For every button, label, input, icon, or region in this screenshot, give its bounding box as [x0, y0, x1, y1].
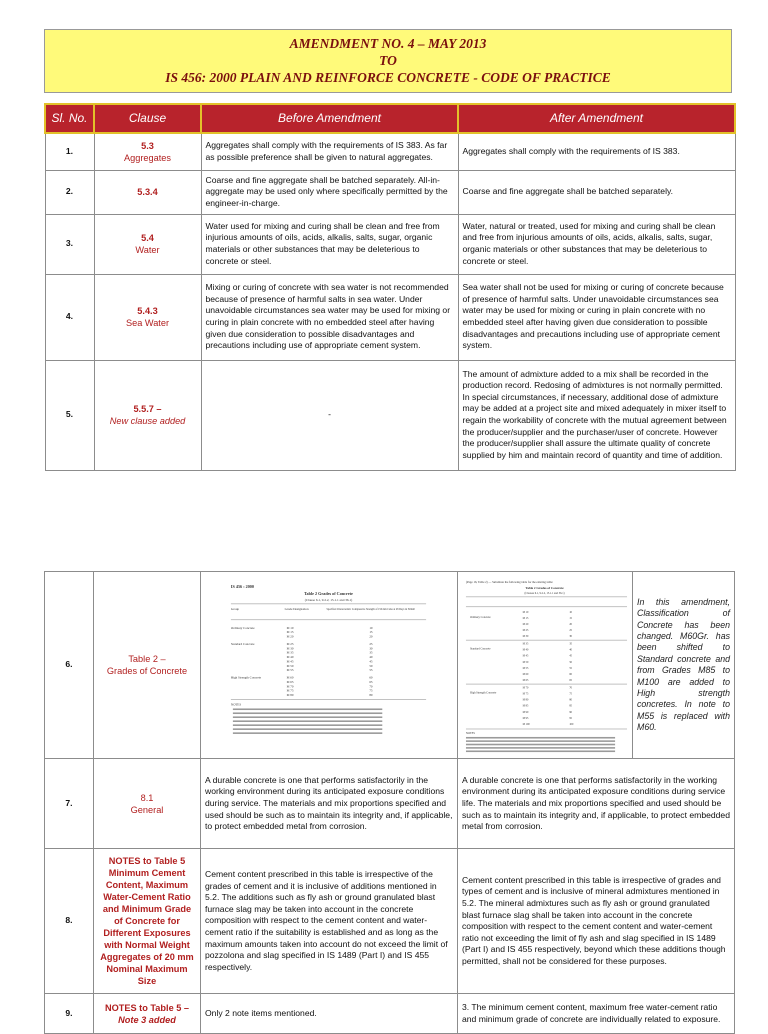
figure-grade: M 85: [522, 704, 529, 708]
table-row: [45, 759, 735, 849]
figure-grade: M 100: [522, 723, 530, 727]
figure-notes-line: [233, 720, 382, 722]
figure-grade: M 45: [522, 654, 529, 658]
figure-notes-line: [233, 712, 382, 714]
figure-notes-line: [233, 716, 382, 718]
figure-grade: M 65: [286, 679, 294, 684]
row-clause: [94, 360, 201, 470]
row-before: Mixing or curing of concrete with sea water is not recommended because of presence of harmful salts in sea water. Under unavoidable circumstances sea water may be used for mixing or curing in plain concrete with no embedded steel after having given due consideration to possible disadvantages and precautions including use of appropriate cement system.: [201, 274, 458, 360]
clause-number: 8.1: [140, 792, 154, 803]
row-after: Aggregates shall comply with the requirements of IS 383.: [458, 133, 735, 170]
table-row: [45, 360, 735, 470]
row-after: A durable concrete is one that performs satisfactorily in the working environment during its anticipated exposure conditions during service life. The materials and mix proportions specified and used should be such as to maintain its integrity and, if applicable, to protect embedded metal from corrosion.: [458, 759, 735, 849]
figure-strength: 60: [569, 673, 573, 677]
figure-strength: 80: [569, 698, 573, 702]
figure-grade: M 70: [522, 686, 529, 690]
row-after: Sea water shall not be used for mixing or curing of concrete because of presence of harmful salts. Under unavoidable circumstances sea water may be used for mixing or curing in plain concrete with no embedded steel after having given due consideration to possible disadvantages and precautions including use of appropriate cement system.: [458, 274, 735, 360]
figure-notes-line: [466, 744, 615, 746]
figure-grade: M 40: [522, 648, 529, 652]
row-after: Water, natural or treated, used for mixing and curing shall be clean and free from injurious amounts of oils, acids, alkalis, salts, sugar, organic materials or other substances that may be deleterious to concrete or steel.: [458, 214, 735, 274]
figure-strength: 55: [369, 668, 373, 673]
figure-clauses: (Clauses 6.1, 9.2.2, 15.1.1 and 36.1): [524, 592, 565, 596]
table-row: [45, 133, 735, 170]
row-before: Cement content prescribed in this table is irrespective of the grades of cement and it is inclusive of additions mentioned in 5.2. The additions such as fly ash or ground granulated blast furnace slag may be taken into account in the concrete composition with respect to the cement content and water-cement ratio if the suitability is established and as long as the maximum amounts taken into account do not exceed the limit of pozzolona and slag specified in IS 1489 (Part I) and IS 455 respectively.: [201, 849, 458, 994]
title-line-3: IS 456: 2000 PLAIN AND REINFORCE CONCRETE - CODE OF PRACTICE: [165, 70, 611, 85]
clause-name: New clause added: [109, 416, 186, 426]
table-2-before-image: [205, 576, 453, 754]
figure-grade: M 55: [286, 668, 294, 673]
clause-number: Table 2 –: [128, 654, 166, 665]
figure-strength: 70: [569, 686, 573, 690]
figure-notes-line: [466, 747, 615, 749]
header-clause: Clause: [94, 104, 201, 133]
figure-grade: M 30: [286, 646, 294, 651]
figure-group-label: High Strength Concrete: [469, 691, 497, 695]
row-before: -: [201, 360, 458, 470]
figure-grade: M 75: [522, 692, 529, 696]
table-row: [45, 274, 735, 360]
clause-name: General: [130, 804, 164, 815]
figure-strength: 10: [369, 625, 373, 630]
figure-strength: 40: [569, 648, 573, 652]
row-clause: [94, 274, 201, 360]
figure-grade: M 10: [286, 625, 294, 630]
table-row: [45, 214, 735, 274]
title-line-2: TO: [379, 53, 397, 68]
clause-name: Aggregates: [124, 152, 171, 163]
table-row: [45, 994, 735, 1034]
figure-grade: M 50: [522, 660, 529, 664]
row-clause: [94, 572, 201, 759]
figure-notes-line: [233, 724, 382, 726]
figure-strength: 80: [369, 693, 373, 698]
figure-strength: 25: [569, 629, 573, 633]
figure-grade: M 75: [286, 688, 294, 693]
row-before: [201, 572, 458, 759]
title-line-1: AMENDMENT NO. 4 – MAY 2013: [289, 36, 487, 51]
header-after: After Amendment: [458, 104, 735, 133]
figure-strength: 15: [569, 617, 573, 621]
figure-grade: M 30: [522, 635, 529, 639]
figure-strength: 25: [369, 641, 373, 646]
clause-name: Sea Water: [125, 318, 170, 328]
figure-strength: 30: [569, 635, 573, 639]
amendment-table-2: [44, 571, 735, 1034]
row-after: 3. The minimum cement content, maximum free water-cement ratio and minimum grade of concrete are individually related to exposure.: [458, 994, 735, 1034]
figure-strength: 20: [369, 634, 373, 639]
figure-strength: 55: [569, 667, 573, 671]
row-sl: 7.: [45, 759, 94, 849]
row-after: Cement content prescribed in this table is irrespective of grades and types of cement and is inclusive of mineral admixtures mentioned in 5.2. The mineral admixtures such as fly ash or ground granulated blast furnace slag shall be taken into account in the concrete composition with respect to the cement content and water-cement ratio not exceeding the limit of fly ash and slag specified in IS 1489 (Part I) and IS 455 respectively, beyond which these additions though permitted, shall not be considered for these purposes.: [458, 849, 735, 994]
row-before: A durable concrete is one that performs satisfactorily in the working environment during its anticipated exposure conditions during service. The materials and mix proportions specified and used should be such as to maintain its integrity and, if applicable, to protect embedded metal from corrosion.: [201, 759, 458, 849]
figure-grade: M 55: [522, 667, 529, 671]
figure-grade: M 40: [286, 655, 294, 660]
figure-strength: 70: [369, 684, 373, 689]
figure-grade: M 60: [286, 675, 294, 680]
table-row: [45, 572, 735, 759]
clause-name: Grades of Concrete: [106, 666, 188, 677]
figure-strength: 100: [569, 723, 574, 727]
figure-notes-line: [233, 732, 382, 734]
figure-header: (Page 16, Table 2) — Substitute the following table for the existing table:: [465, 580, 554, 585]
figure-strength: 45: [369, 659, 373, 664]
row-sl: 2.: [45, 170, 94, 214]
row-clause: [94, 214, 201, 274]
figure-grade: M 50: [286, 663, 294, 668]
header-sl-no: Sl. No.: [45, 104, 94, 133]
row-sl: 5.: [45, 360, 94, 470]
row-sl: 4.: [45, 274, 94, 360]
figure-strength: 75: [369, 688, 373, 693]
figure-grade: M 10: [522, 610, 529, 614]
figure-strength: 50: [369, 663, 373, 668]
figure-strength: 65: [569, 679, 573, 683]
figure-notes-line: [466, 740, 615, 742]
row-sl: 1.: [45, 133, 94, 170]
row-before: Aggregates shall comply with the requirements of IS 383. As far as possible preference shall be given to natural aggregates.: [201, 133, 458, 170]
figure-strength: 95: [569, 717, 573, 721]
figure-grade: M 65: [522, 679, 529, 683]
figure-strength: 75: [569, 692, 573, 696]
figure-caption: Table 2 Grades of Concrete: [304, 590, 353, 596]
row-sl: 6.: [45, 572, 94, 759]
figure-strength: 60: [369, 675, 373, 680]
figure-grade: M 35: [286, 650, 294, 655]
figure-notes-label: NOTES: [465, 732, 475, 736]
row-sl: 9.: [45, 994, 94, 1034]
figure-grade: M 95: [522, 717, 529, 721]
figure-grade: M 60: [522, 673, 529, 677]
figure-strength: 90: [569, 710, 573, 714]
figure-group-label: Standard Concrete: [230, 641, 255, 646]
figure-notes-label: NOTES: [230, 702, 242, 707]
figure-header: IS 456 : 2000: [230, 583, 254, 589]
row-before: Coarse and fine aggregate shall be batched separately. All-in-aggregate may be used only where specifically permitted by the engineer-in-charge.: [201, 170, 458, 214]
figure-grade: M 90: [522, 710, 529, 714]
figure-strength: 45: [569, 654, 573, 658]
row-before: Only 2 note items mentioned.: [201, 994, 458, 1034]
figure-grade: M 25: [522, 629, 529, 633]
row-sl: 8.: [45, 849, 94, 994]
clause-number: 5.3.4: [137, 187, 158, 197]
clause-number: 5.5.7 –: [133, 404, 162, 414]
figure-strength: 35: [569, 642, 573, 646]
header-row: [45, 104, 735, 133]
figure-strength: 85: [569, 704, 573, 708]
figure-grade: M 80: [522, 698, 529, 702]
figure-grade: M 15: [522, 617, 529, 621]
figure-grade: M 20: [522, 623, 529, 627]
figure-col-group: Group: [230, 606, 240, 611]
row-clause: [94, 759, 201, 849]
row-note: In this amendment, Classification of Concrete has been changed. M60Gr. has been shifted to Standard concrete and from Grades M85 to M100 are added to High strength concretes. In note to M55 is replaced with M60.: [633, 572, 735, 759]
header-before: Before Amendment: [201, 104, 458, 133]
figure-group-label: Standard Concrete: [469, 647, 491, 651]
figure-strength: 15: [369, 630, 373, 635]
clause-number: 5.4: [141, 233, 154, 243]
table-row: [45, 849, 735, 994]
figure-caption: Table 2 Grades of Concrete: [525, 586, 564, 591]
figure-grade: M 35: [522, 642, 529, 646]
clause-name: Note 3 added: [118, 1014, 176, 1025]
clause-number: NOTES to Table 5 Minimum Cement Content, Maximum Water-Cement Ratio and Minimum Grade of Concrete for Different Exposures with Normal Weight Aggregates of 20 mm Nominal Maximum Size: [100, 856, 194, 987]
figure-group-label: High Strength Concrete: [230, 675, 262, 680]
amendment-table-1: [44, 103, 736, 471]
figure-notes-line: [466, 737, 615, 739]
figure-grade: M 15: [286, 630, 294, 635]
clause-name: Water: [135, 245, 160, 255]
table-row: [45, 170, 735, 214]
figure-strength: 10: [569, 610, 573, 614]
figure-strength: 35: [369, 650, 373, 655]
figure-strength: 40: [369, 655, 373, 660]
row-clause: [94, 133, 201, 170]
document-title: [44, 29, 732, 93]
figure-clauses: (Clause 6.1, 9.2.2, 15.1.1 and 36.1): [304, 597, 353, 602]
row-clause: [94, 170, 201, 214]
row-clause: [94, 994, 201, 1034]
row-sl: 3.: [45, 214, 94, 274]
figure-strength: 50: [569, 660, 573, 664]
row-after: Coarse and fine aggregate shall be batched separately.: [458, 170, 735, 214]
clause-number: NOTES to Table 5 –: [104, 1002, 190, 1013]
figure-notes-line: [233, 708, 382, 710]
clause-number: 5.4.3: [137, 306, 158, 316]
figure-strength: 20: [569, 623, 573, 627]
figure-col-grade: Grade Designation: [284, 606, 309, 611]
row-before: Water used for mixing and curing shall be clean and free from injurious amounts of oils, acids, alkalis, salts, sugar, organic materials or other substances that may be deleterious to concrete or steel.: [201, 214, 458, 274]
figure-notes-line: [233, 728, 382, 730]
figure-strength: 30: [369, 646, 373, 651]
row-after: The amount of admixture added to a mix shall be recorded in the production record. Redosing of admixtures is not normally permitted. In special circumstances, if necessary, additional dose of admixture may be added at a project site and mixed adequately in mixer itself to regain the workability of concrete with the mutual agreement between the producer/supplier and the purchaser/user of concrete. However the producer/supplier shall assure the ultimate quality of concrete supplied by him and maintain record of quantity and time of addition.: [458, 360, 735, 470]
figure-grade: M 70: [286, 684, 294, 689]
row-after: [458, 572, 633, 759]
table-2-after-image: [460, 576, 630, 754]
figure-grade: M 80: [286, 693, 294, 698]
figure-group-label: Ordinary Concrete: [230, 625, 255, 630]
figure-notes-line: [466, 751, 615, 753]
figure-strength: 65: [369, 679, 373, 684]
figure-grade: M 45: [286, 659, 294, 664]
figure-grade: M 25: [286, 641, 294, 646]
figure-col-strength: Specified Characteristic Compressive Strength of 150 mm Cube at 28 Days in N/mm²: [326, 607, 416, 611]
clause-number: 5.3: [141, 140, 154, 151]
figure-group-label: Ordinary Concrete: [469, 615, 491, 619]
row-clause: [94, 849, 201, 994]
figure-grade: M 20: [286, 634, 294, 639]
